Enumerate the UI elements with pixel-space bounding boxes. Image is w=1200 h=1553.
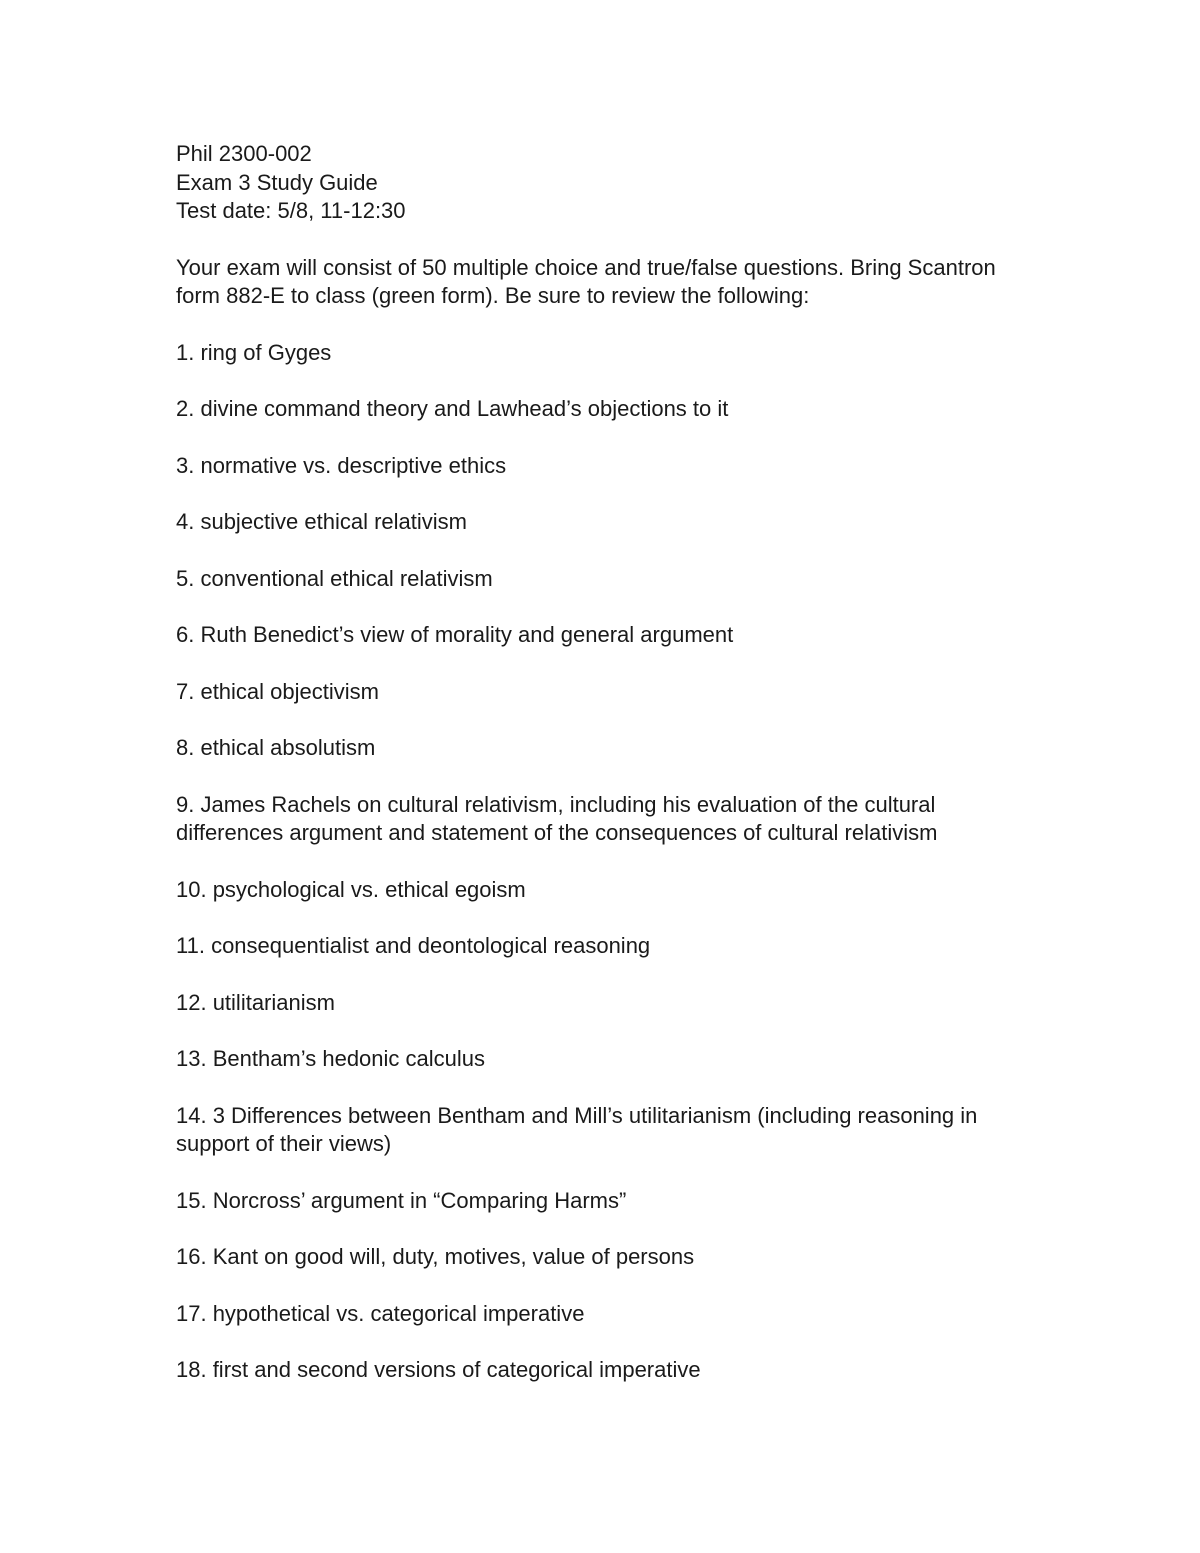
intro-paragraph: Your exam will consist of 50 multiple choice and true/false questions. Bring Scantron form 882-E to class (green form). Be sure to review the following:: [176, 254, 996, 308]
list-item: 16. Kant on good will, duty, motives, value of persons: [176, 1244, 695, 1269]
list-item: 15. Norcross’ argument in “Comparing Harms”: [176, 1187, 627, 1213]
list-item: 18. first and second versions of categorical imperative: [176, 1357, 701, 1382]
review-topics-list: [176, 339, 1036, 1385]
list-item: 14. 3 Differences between Bentham and Mill’s utilitarianism (including reasoning in support of their views): [176, 1102, 978, 1156]
list-item: 8. ethical absolutism: [176, 735, 376, 760]
course-code: Phil 2300-002: [176, 141, 312, 166]
document-content: [176, 140, 1036, 1413]
list-item: 6. Ruth Benedict’s view of morality and general argument: [176, 622, 734, 647]
list-item: 3. normative vs. descriptive ethics: [176, 452, 507, 478]
list-item: 9. James Rachels on cultural relativism, including his evaluation of the cultural differences argument and statement of the consequences of cultural relativism: [176, 791, 938, 845]
list-item: 11. consequentialist and deontological reasoning: [176, 933, 651, 958]
list-item: 2. divine command theory and Lawhead’s objections to it: [176, 396, 729, 421]
list-item: 1. ring of Gyges: [176, 339, 332, 365]
intro-paragraph-block: [176, 254, 1036, 311]
list-item: 13. Bentham’s hedonic calculus: [176, 1046, 486, 1071]
list-item: 7. ethical objectivism: [176, 678, 379, 704]
list-item: 10. psychological vs. ethical egoism: [176, 876, 526, 902]
list-item: 5. conventional ethical relativism: [176, 565, 493, 591]
document-title: Exam 3 Study Guide: [176, 169, 378, 195]
test-date: Test date: 5/8, 11-12:30: [176, 198, 406, 223]
list-item: 4. subjective ethical relativism: [176, 509, 468, 534]
list-item: 12. utilitarianism: [176, 989, 335, 1015]
list-item: 17. hypothetical vs. categorical imperative: [176, 1300, 585, 1326]
header-block: [176, 140, 1036, 226]
